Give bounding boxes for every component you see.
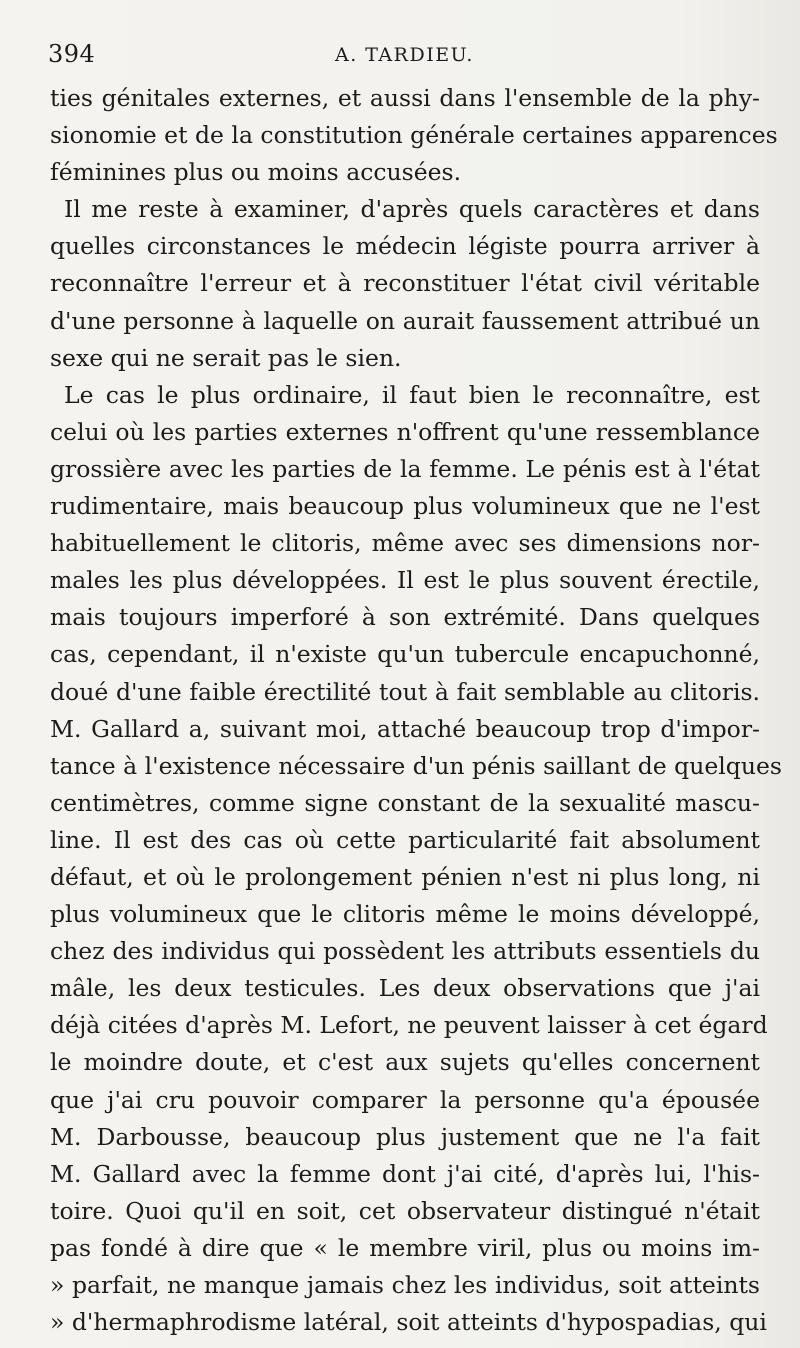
- text-line: féminines plus ou moins accusées.: [50, 158, 462, 187]
- text-line: line. Il est des cas où cette particularité fait absolument: [50, 825, 760, 854]
- text-line: reconnaître l'erreur et à reconstituer l'état civil véritable: [50, 269, 760, 298]
- text-line: doué d'une faible érectilité tout à fait semblable au clitoris.: [50, 677, 760, 706]
- text-line: » d'hermaphrodisme latéral, soit atteints d'hypospadias, qui: [50, 1308, 767, 1337]
- text-line: le moindre doute, et c'est aux sujets qu'elles concernent: [50, 1048, 760, 1077]
- text-line: défaut, et où le prolongement pénien n'est ni plus long, ni: [50, 862, 760, 891]
- page-header: [48, 40, 758, 76]
- text-line: tance à l'existence nécessaire d'un pénis saillant de quelques: [50, 751, 782, 780]
- text-line: plus volumineux que le clitoris même le moins développé,: [50, 900, 760, 929]
- text-line: chez des individus qui possèdent les attributs essentiels du: [50, 937, 760, 966]
- text-line: sexe qui ne serait pas le sien.: [50, 343, 402, 372]
- text-line: celui où les parties externes n'offrent qu'une ressemblance: [50, 417, 760, 446]
- text-line: d'une personne à laquelle on aurait faussement attribué un: [50, 306, 760, 335]
- page-number: 394: [48, 40, 96, 68]
- text-line: grossière avec les parties de la femme. Le pénis est à l'état: [50, 454, 760, 483]
- text-line: M. Gallard avec la femme dont j'ai cité, d'après lui, l'his-: [50, 1159, 760, 1188]
- text-line: males les plus développées. Il est le plus souvent érectile,: [50, 566, 760, 595]
- running-head: A. TARDIEU.: [335, 44, 474, 66]
- text-line: Il me reste à examiner, d'après quels caractères et dans: [64, 195, 760, 224]
- text-line: quelles circonstances le médecin légiste pourra arriver à: [50, 232, 760, 261]
- text-line: ties génitales externes, et aussi dans l'ensemble de la phy-: [50, 84, 760, 112]
- text-line: M. Darbousse, beaucoup plus justement que ne l'a fait: [50, 1122, 760, 1151]
- text-line: centimètres, comme signe constant de la sexualité mascu-: [50, 788, 760, 817]
- text-line: cas, cependant, il n'existe qu'un tubercule encapuchonné,: [50, 640, 760, 669]
- text-line: toire. Quoi qu'il en soit, cet observateur distingué n'était: [50, 1196, 760, 1225]
- text-line: » parfait, ne manque jamais chez les individus, soit atteints: [50, 1271, 760, 1299]
- text-line: habituellement le clitoris, même avec ses dimensions nor-: [50, 529, 760, 558]
- text-line: pas fondé à dire que « le membre viril, plus ou moins im-: [50, 1233, 760, 1262]
- text-line: mâle, les deux testicules. Les deux observations que j'ai: [50, 974, 760, 1003]
- body-text: [50, 80, 782, 1341]
- text-line: déjà citées d'après M. Lefort, ne peuvent laisser à cet égard: [50, 1011, 768, 1040]
- text-line: sionomie et de la constitution générale certaines apparences: [50, 121, 778, 150]
- text-line: Le cas le plus ordinaire, il faut bien le reconnaître, est: [64, 380, 760, 409]
- text-line: mais toujours imperforé à son extrémité. Dans quelques: [50, 603, 760, 632]
- text-line: M. Gallard a, suivant moi, attaché beaucoup trop d'impor-: [50, 714, 760, 743]
- text-line: rudimentaire, mais beaucoup plus volumineux que ne l'est: [50, 492, 760, 521]
- text-line: que j'ai cru pouvoir comparer la personne qu'a épousée: [50, 1085, 760, 1114]
